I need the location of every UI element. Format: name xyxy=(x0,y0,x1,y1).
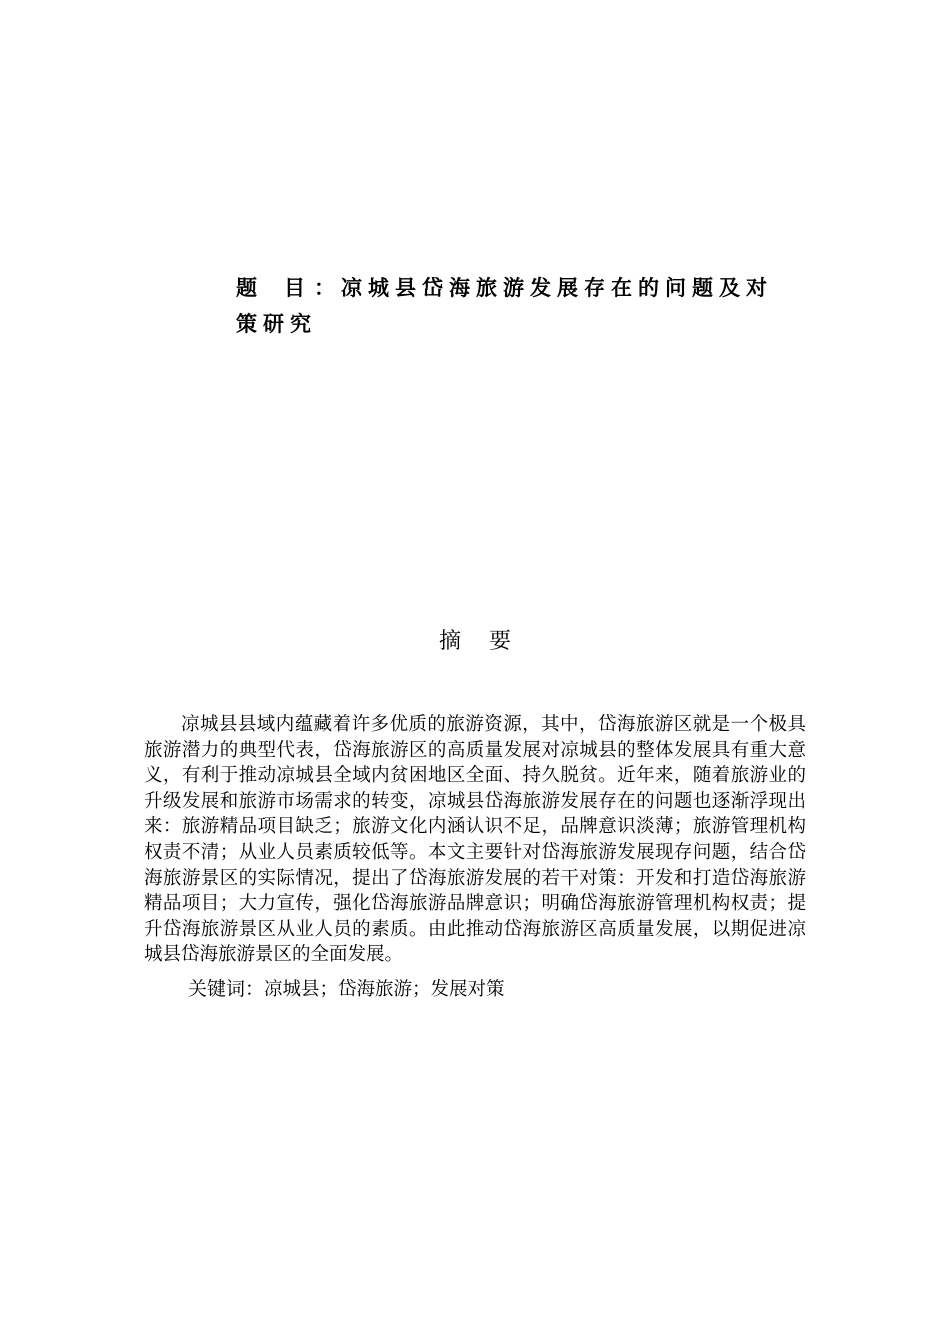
title-label xyxy=(236,270,314,306)
abstract-body: 凉城县县域内蕴藏着许多优质的旅游资源，其中，岱海旅游区就是一个极具旅游潜力的典型代表，岱海旅游区的高质量发展对凉城县的整体发展具有重大意义，有利于推动凉城县全域内贫困地区全面、持久脱贫。近年来，随着旅游业的升级发展和旅游市场需求的转变，凉城县岱海旅游发展存在的问题也逐渐浮现出来：旅游精品项目缺乏；旅游文化内涵认识不足，品牌意识淡薄；旅游管理机构权责不清；从业人员素质较低等。本文主要针对岱海旅游发展现存问题，结合岱海旅游景区的实际情况，提出了岱海旅游发展的若干对策：开发和打造岱海旅游精品项目；大力宣传，强化岱海旅游品牌意识；明确岱海旅游管理机构权责；提升岱海旅游景区从业人员的素质。由此推动岱海旅游区高质量发展，以期促进凉城县岱海旅游景区的全面发展。 xyxy=(144,714,806,966)
title-label-char-2: 目 xyxy=(284,276,305,300)
title-text: 凉城县岱海旅游发展存在的问题及对策研究 xyxy=(236,276,773,336)
thesis-title xyxy=(236,270,776,342)
title-label-char-1: 题 xyxy=(236,276,257,300)
keywords-text: 凉城县；岱海旅游；发展对策 xyxy=(264,979,505,1000)
title-separator: ： xyxy=(314,276,341,300)
keywords-label: 关键词： xyxy=(188,978,265,1000)
keywords-line xyxy=(188,976,808,1003)
abstract-heading: 摘要 xyxy=(438,629,539,654)
